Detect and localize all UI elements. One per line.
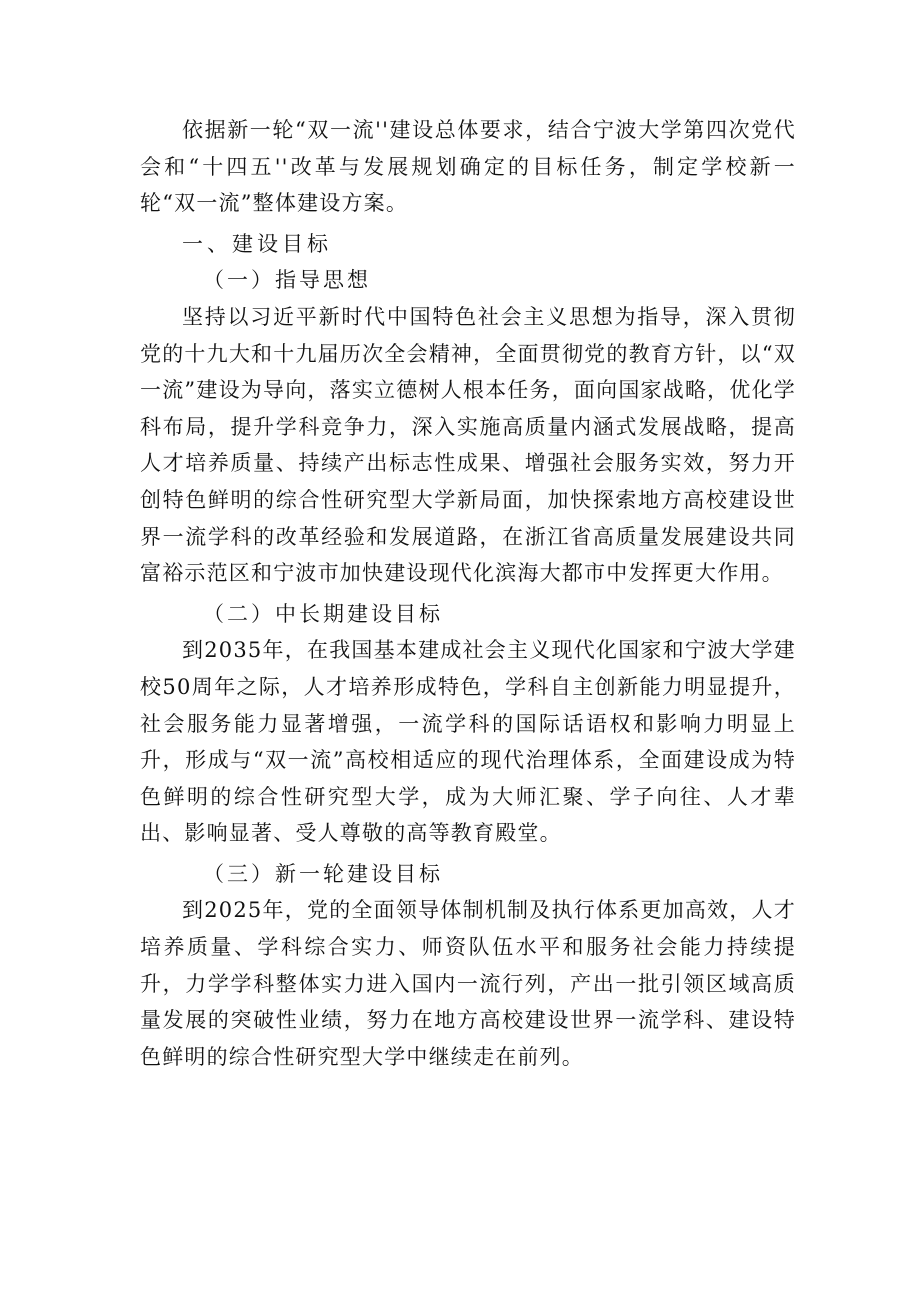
long-term-goals-paragraph: 到2035年，在我国基本建成社会主义现代化国家和宁波大学建校50周年之际，人才培养形成特色，学科自主创新能力明显提升，社会服务能力显著增强，一流学科的国际话语权和影响力明显上升，形成与“双一流”高校相适应的现代治理体系，全面建设成为特色鲜明的综合性研究型大学，成为大师汇聚、学子向往、人才辈出、影响显著、受人尊敬的高等教育殿堂。 <box>140 638 796 846</box>
subsection-heading-new-round-goals: （三）新一轮建设目标 <box>203 861 443 886</box>
subsection-heading-guiding-ideology: （一）指导思想 <box>203 268 371 293</box>
intro-paragraph: 依据新一轮“双一流''建设总体要求，结合宁波大学第四次党代会和“十四五''改革与发展规划确定的目标任务，制定学校新一轮“双一流”整体建设方案。 <box>140 118 796 216</box>
new-round-goals-paragraph: 到2025年，党的全面领导体制机制及执行体系更加高效，人才培养质量、学科综合实力、师资队伍水平和服务社会能力持续提升，力学学科整体实力进入国内一流行列，产出一批引领区域高质量发展的突破性业绩，努力在地方高校建设世界一流学科、建设特色鲜明的综合性研究型大学中继续走在前列。 <box>140 898 796 1069</box>
guiding-ideology-paragraph: 坚持以习近平新时代中国特色社会主义思想为指导，深入贯彻党的十九大和十九届历次全会精神，全面贯彻党的教育方针，以“双一流”建设为导向，落实立德树人根本任务，面向国家战略，优化学科布局，提升学科竞争力，深入实施高质量内涵式发展战略，提高人才培养质量、持续产出标志性成果、增强社会服务实效，努力开创特色鲜明的综合性研究型大学新局面，加快探索地方高校建设世界一流学科的改革经验和发展道路，在浙江省高质量发展建设共同富裕示范区和宁波市加快建设现代化滨海大都市中发挥更大作用。 <box>140 304 796 586</box>
subsection-heading-long-term-goals: （二）中长期建设目标 <box>203 601 443 626</box>
section-heading-goals: 一、建设目标 <box>182 231 332 256</box>
